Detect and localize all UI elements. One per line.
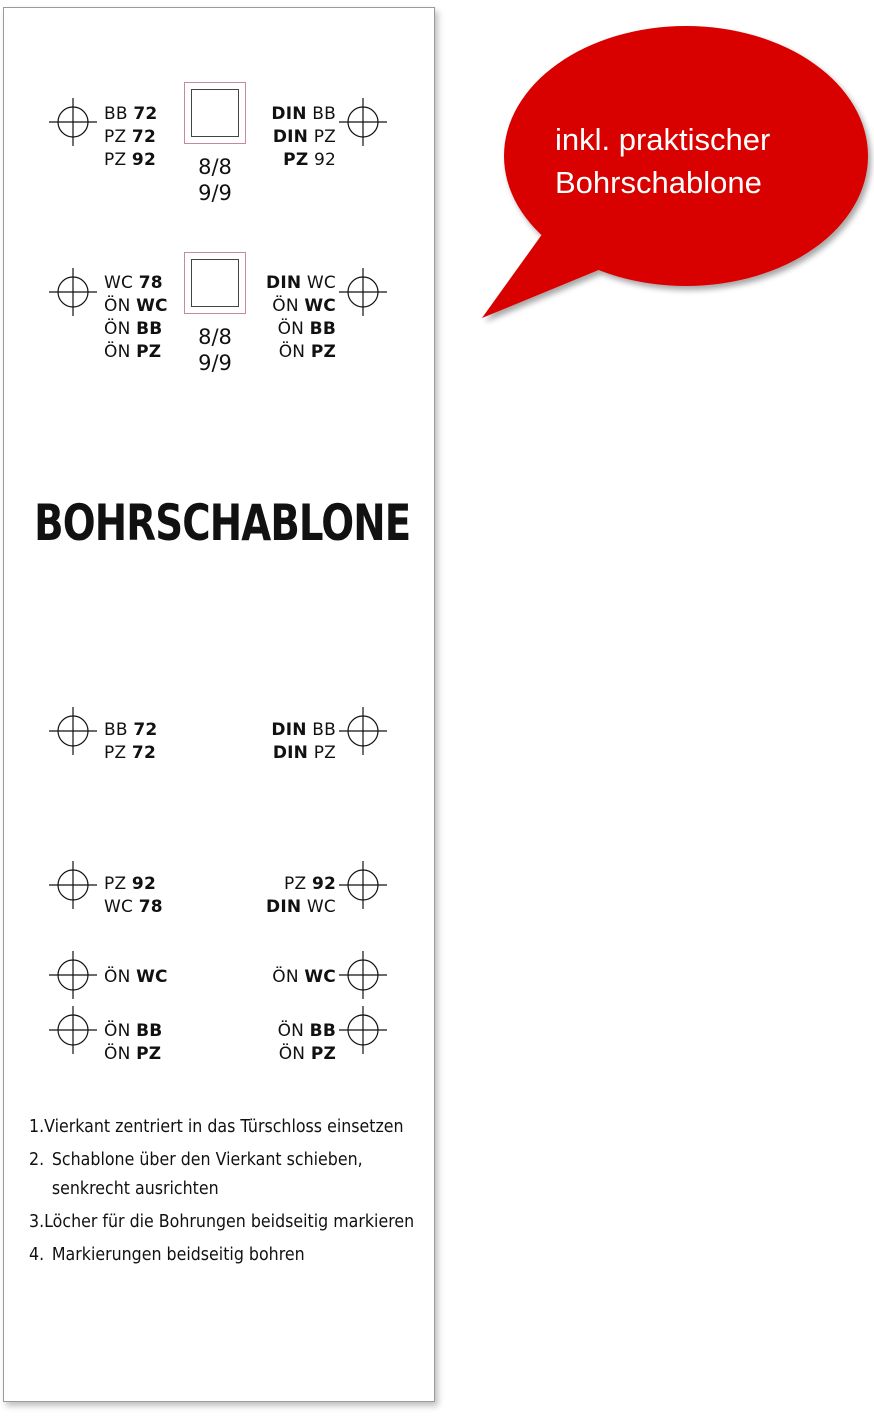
crosshair-icon (339, 268, 387, 316)
label-right-group1: DIN BB DIN PZ PZ 92 (271, 104, 336, 170)
label-right-group5: ÖN WC (272, 967, 336, 987)
crosshair-icon (49, 861, 97, 909)
drilling-template-sheet (3, 7, 435, 1402)
instruction-step: 3. Löcher für die Bohrungen beidseitig markieren (29, 1211, 415, 1232)
label-left-group6: ÖN BB ÖN PZ (104, 1021, 163, 1064)
crosshair-icon (49, 951, 97, 999)
crosshair-icon (49, 268, 97, 316)
label-left-group2: WC 78 ÖN WC ÖN BB ÖN PZ (104, 273, 168, 362)
crosshair-icon (49, 1006, 97, 1054)
instruction-list (29, 1112, 429, 1269)
label-left-group4: PZ 92 WC 78 (104, 874, 163, 917)
bubble-text: inkl. praktischer Bohrschablone (555, 122, 771, 200)
spindle-size-label: 8/8 9/9 (198, 155, 232, 205)
crosshair-icon (339, 861, 387, 909)
label-right-group4: PZ 92 DIN WC (266, 874, 336, 917)
instruction-step: 2. Schablone über den Vierkant schieben, (29, 1149, 363, 1170)
label-right-group6: ÖN BB ÖN PZ (277, 1021, 336, 1064)
crosshair-icon (49, 98, 97, 146)
spindle-size-label: 8/8 9/9 (198, 325, 232, 375)
crosshair-icon (339, 707, 387, 755)
label-right-group2: DIN WC ÖN WC ÖN BB ÖN PZ (266, 273, 336, 362)
instruction-step: 1. Vierkant zentriert in das Türschloss einsetzen (29, 1116, 404, 1137)
square-spindle-hole (184, 82, 246, 144)
instruction-step-continuation: senkrecht ausrichten (51, 1178, 219, 1199)
crosshair-icon (49, 707, 97, 755)
crosshair-icon (339, 951, 387, 999)
crosshair-icon (339, 98, 387, 146)
crosshair-icon (339, 1006, 387, 1054)
label-left-group5: ÖN WC (104, 967, 168, 987)
label-right-group3: DIN BB DIN PZ (271, 720, 336, 763)
label-left-group3: BB 72 PZ 72 (104, 720, 158, 763)
square-spindle-hole (184, 252, 246, 314)
template-title: BOHRSCHABLONE (34, 494, 411, 552)
instruction-step: 4. Markierungen beidseitig bohren (29, 1244, 305, 1265)
label-left-group1: BB 72 PZ 72 PZ 92 (104, 104, 158, 170)
